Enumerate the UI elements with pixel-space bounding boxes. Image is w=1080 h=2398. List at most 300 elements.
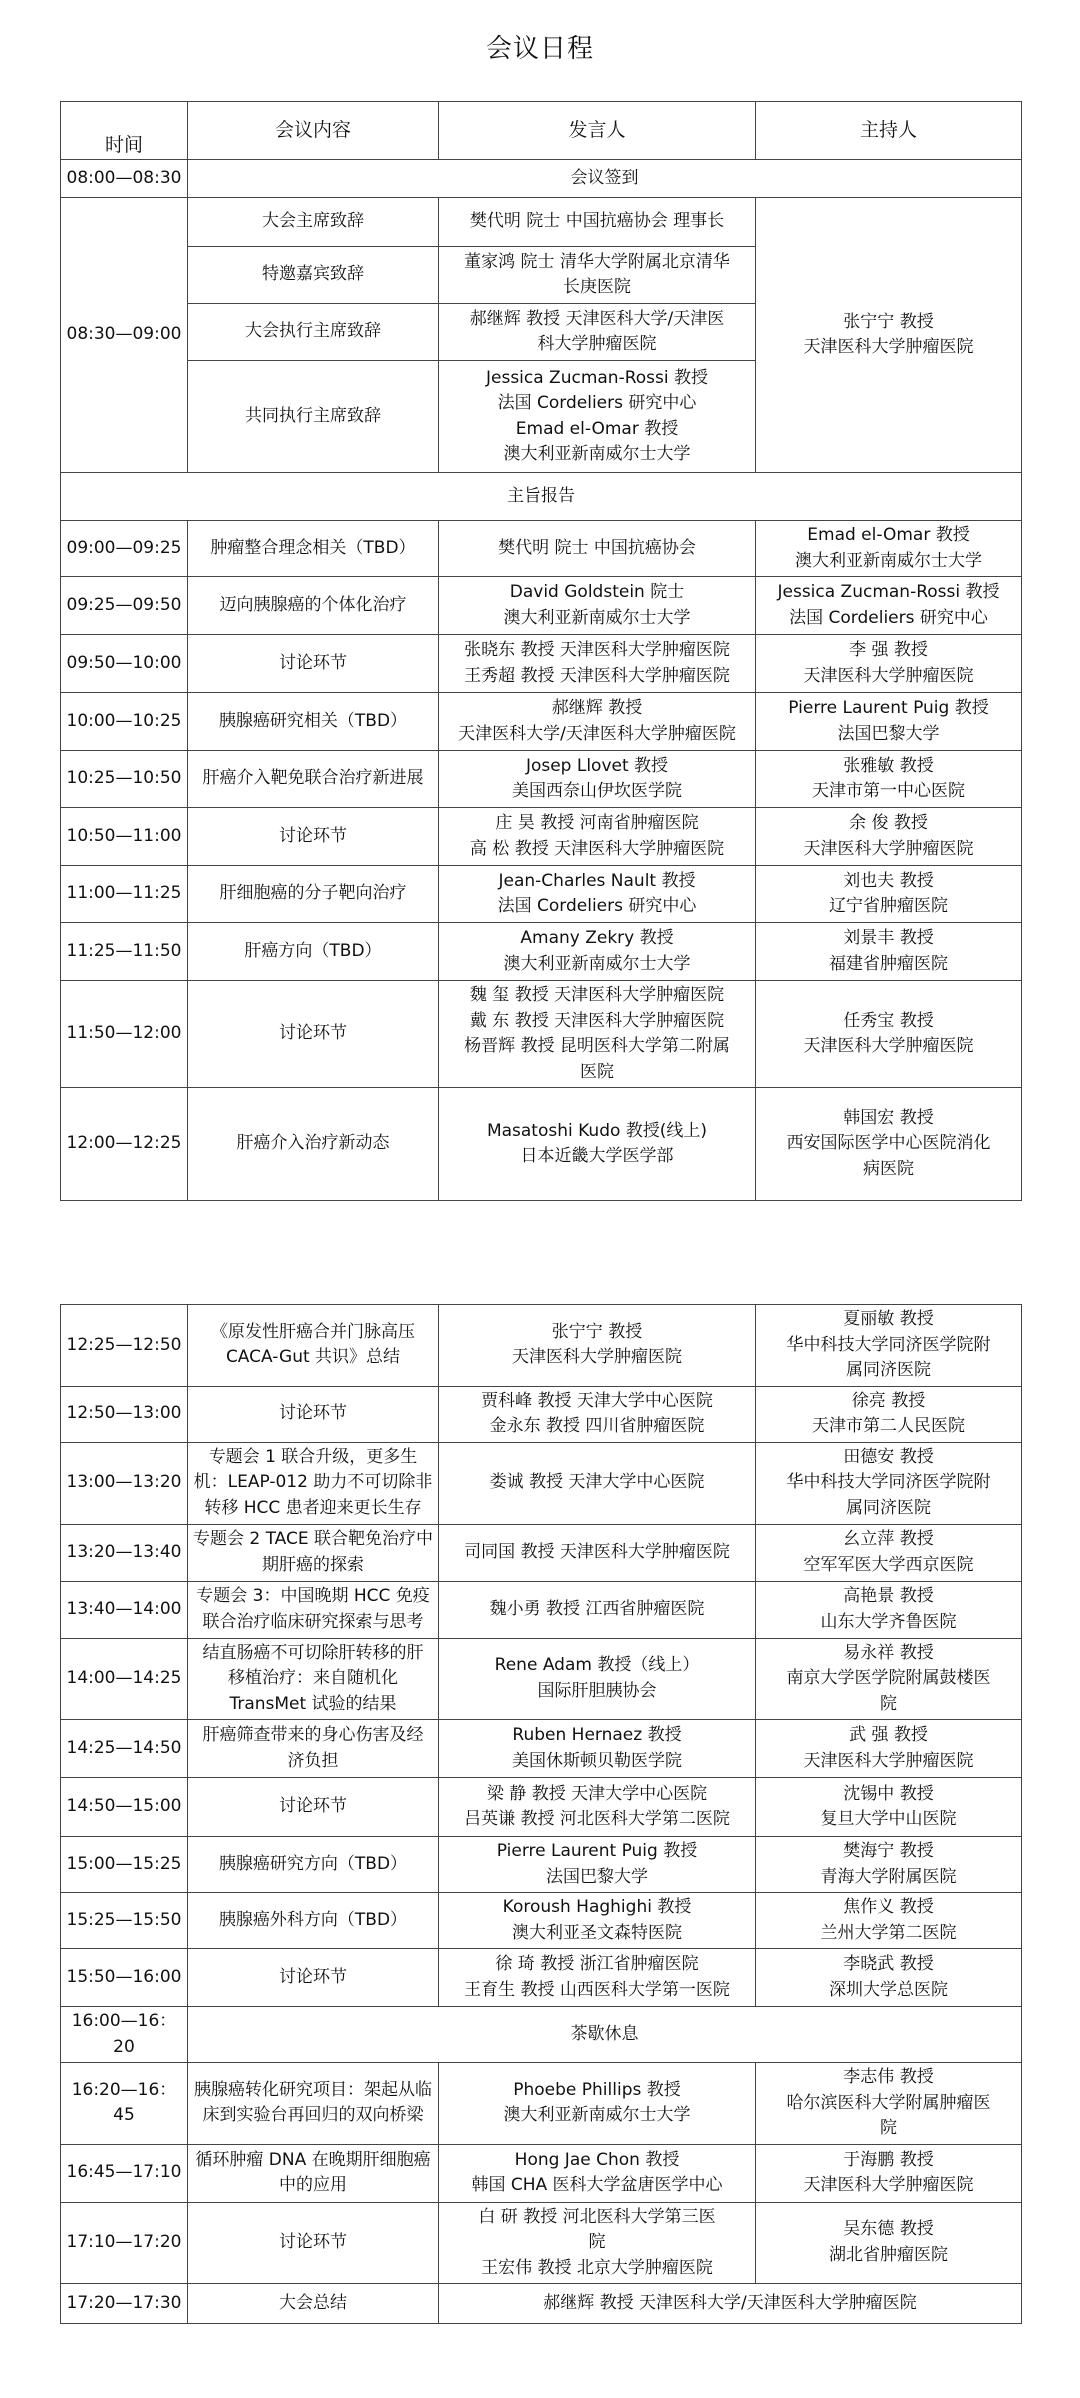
cell-line: 兰州大学第二医院 (820, 1922, 957, 1943)
cell-line: 天津医科大学肿瘤医院 (803, 2175, 974, 2195)
cell-line: Jean-Charles Nault 教授 (498, 870, 696, 891)
cell-line: 空军军医大学西京医院 (803, 1554, 974, 1575)
content-cell (188, 304, 439, 361)
content-cell (188, 1778, 439, 1837)
cell-line: 沈锡中 教授 (843, 1783, 934, 1804)
cell-line: 胰腺癌转化研究项目：架起从临 (194, 2079, 432, 2100)
content-cell (188, 1638, 439, 1720)
schedule-row (61, 751, 1022, 808)
tea-break-cell: 茶歇休息 (188, 2007, 1022, 2063)
cell-line: 澳大利亚新南威尔士大学 (503, 607, 691, 628)
speaker-cell (439, 808, 756, 866)
host-cell (756, 198, 1022, 473)
cell-line: 澳大利亚新南威尔士大学 (503, 444, 691, 464)
cell-line: 专题会 1 联合升级，更多生 (208, 1446, 418, 1467)
host-cell (756, 1778, 1022, 1837)
cell-line: 易永祥 教授 (843, 1642, 934, 1663)
host-cell (756, 1442, 1022, 1524)
cell-line: 郝继辉 教授 (551, 698, 643, 718)
host-cell (756, 1720, 1022, 1778)
time-cell: 16:00—16：20 (61, 2007, 188, 2063)
host-cell (756, 923, 1022, 981)
content-cell (188, 751, 439, 808)
host-cell (756, 751, 1022, 808)
cell-line: 澳大利亚新南威尔士大学 (795, 550, 982, 571)
speaker-cell (439, 751, 756, 808)
cell-line: 澳大利亚新南威尔士大学 (503, 2105, 691, 2126)
host-cell (756, 2144, 1022, 2202)
host-cell (756, 2063, 1022, 2145)
schedule-row (61, 577, 1022, 635)
cell-line: 夏丽敏 教授 (843, 1309, 934, 1329)
content-cell (188, 1442, 439, 1524)
cell-line: 董家鸿 院士 清华大学附属北京清华 (464, 251, 730, 272)
cell-line: 徐 琦 教授 浙江省肿瘤医院 (495, 1954, 699, 1974)
time-cell: 13:40—14:00 (61, 1581, 188, 1638)
cell-line: 樊海宁 教授 (843, 1841, 934, 1861)
cell-line: 天津医科大学肿瘤医院 (803, 1750, 974, 1771)
content-cell (188, 1386, 439, 1442)
cell-line: 杨晋辉 教授 昆明医科大学第二附属 (464, 1036, 730, 1056)
speaker-cell (439, 923, 756, 981)
cell-line: 李晓武 教授 (843, 1954, 934, 1974)
time-cell: 11:00—11:25 (61, 866, 188, 923)
cell-line: 郝继辉 教授 天津医科大学/天津医 (469, 308, 725, 329)
speaker-cell (439, 1778, 756, 1837)
cell-line: 张宁宁 教授 (843, 311, 934, 332)
cell-line: 期肝癌的探索 (262, 1554, 364, 1575)
cell-line: Jessica Zucman-Rossi 教授 (777, 582, 1000, 602)
schedule-row (61, 1524, 1022, 1581)
schedule-row (61, 1442, 1022, 1524)
speaker-cell (439, 1638, 756, 1720)
time-cell: 15:00—15:25 (61, 1837, 188, 1893)
time-cell: 14:50—15:00 (61, 1778, 188, 1837)
speaker-cell (439, 1893, 756, 1949)
time-cell: 15:50—16:00 (61, 1949, 188, 2007)
cell-line: 迈向胰腺癌的个体化治疗 (219, 594, 407, 615)
time-cell: 13:00—13:20 (61, 1442, 188, 1524)
cell-line: 法国 Cordeliers 研究中心 (789, 607, 988, 628)
opening-row (61, 198, 1022, 247)
cell-line: 讨论环节 (279, 825, 347, 846)
content-cell (188, 1949, 439, 2007)
cell-line: 专题会 2 TACE 联合靶免治疗中 (192, 1529, 434, 1549)
cell-line: 王育生 教授 山西医科大学第一医院 (464, 1979, 730, 2000)
speaker-cell (439, 693, 756, 751)
cell-line: 福建省肿瘤医院 (829, 953, 948, 974)
host-cell (756, 1524, 1022, 1581)
schedule-row (61, 1720, 1022, 1778)
cell-line: 结直肠癌不可切除肝转移的肝 (202, 1642, 424, 1663)
cell-line: 讨论环节 (279, 1023, 347, 1044)
cell-line: 张宁宁 教授 (551, 1321, 643, 1342)
speaker-cell (439, 1581, 756, 1638)
cell-line: 《原发性肝癌合并门脉高压 (211, 1321, 415, 1342)
cell-line: Masatoshi Kudo 教授(线上) (486, 1120, 708, 1141)
schedule-row (61, 2144, 1022, 2202)
host-cell (756, 808, 1022, 866)
time-cell: 16:45—17:10 (61, 2144, 188, 2202)
cell-line: 讨论环节 (279, 2232, 347, 2252)
speaker-cell (439, 1442, 756, 1524)
cell-line: 国际肝胆胰协会 (537, 1680, 657, 1701)
cell-line: 梁 静 教授 天津大学中心医院 (486, 1783, 708, 1804)
content-cell (188, 1305, 439, 1387)
cell-line: 院 (880, 1693, 897, 1714)
signin-cell: 会议签到 (188, 160, 1022, 198)
cell-line: 院 (588, 2232, 606, 2252)
cell-line: 法国巴黎大学 (546, 1866, 648, 1887)
time-cell: 08:30—09:00 (61, 198, 188, 473)
host-cell (756, 981, 1022, 1088)
cell-line: 魏 玺 教授 天津医科大学肿瘤医院 (469, 985, 725, 1005)
cell-line: 法国巴黎大学 (837, 723, 940, 744)
cell-line: 院 (880, 2118, 897, 2138)
speaker-cell (439, 361, 756, 473)
schedule-row (61, 521, 1022, 577)
host-cell (756, 1305, 1022, 1387)
cell-line: 金永东 教授 四川省肿瘤医院 (489, 1416, 705, 1436)
content-cell (188, 521, 439, 577)
cell-line: 法国 Cordeliers 研究中心 (497, 896, 697, 916)
schedule-table-part2 (60, 1304, 1022, 2324)
cell-line: Ruben Hernaez 教授 (512, 1725, 682, 1745)
cell-line: 李 强 教授 (849, 640, 928, 660)
cell-line: Phoebe Phillips 教授 (513, 2079, 681, 2100)
speaker-cell (439, 866, 756, 923)
host-cell (756, 635, 1022, 693)
cell-line: 共同执行主席致辞 (245, 405, 381, 426)
speaker-cell (439, 1949, 756, 2007)
cell-line: Amany Zekry 教授 (520, 928, 674, 948)
cell-line: 徐亮 教授 (851, 1390, 926, 1411)
cell-line: 特邀嘉宾致辞 (262, 264, 364, 285)
cell-line: 韩国 CHA 医科大学盆唐医学中心 (471, 2175, 723, 2195)
cell-line: 余 俊 教授 (849, 813, 928, 833)
cell-line: 司同国 教授 天津医科大学肿瘤医院 (464, 1541, 730, 1562)
schedule-row (61, 866, 1022, 923)
content-cell (188, 923, 439, 981)
cell-line: 肝癌介入靶免联合治疗新进展 (202, 768, 424, 789)
time-cell: 15:25—15:50 (61, 1893, 188, 1949)
schedule-row (61, 1305, 1022, 1387)
cell-line: 讨论环节 (279, 1403, 347, 1424)
content-cell (188, 1720, 439, 1778)
cell-line: Emad el-Omar 教授 (515, 418, 679, 439)
time-cell: 11:50—12:00 (61, 981, 188, 1088)
speaker-cell (439, 981, 756, 1088)
host-cell (756, 2202, 1022, 2284)
signin-row (61, 160, 1022, 198)
host-cell (756, 577, 1022, 635)
cell-line: 刘也夫 教授 (843, 870, 934, 891)
cell-line: 魏小勇 教授 江西省肿瘤医院 (489, 1598, 705, 1619)
speaker-cell (439, 635, 756, 693)
time-cell: 11:25—11:50 (61, 923, 188, 981)
cell-line: 美国西奈山伊坎医学院 (512, 781, 682, 801)
speaker-cell (439, 1305, 756, 1387)
content-cell (188, 866, 439, 923)
time-cell: 08:00—08:30 (61, 160, 188, 198)
time-cell: 12:50—13:00 (61, 1386, 188, 1442)
content-cell (188, 981, 439, 1088)
cell-line: 济负担 (287, 1750, 339, 1771)
speaker-cell (439, 1386, 756, 1442)
time-cell: 14:25—14:50 (61, 1720, 188, 1778)
cell-line: Jessica Zucman-Rossi 教授 (485, 367, 709, 388)
host-cell (756, 1949, 1022, 2007)
schedule-row (61, 808, 1022, 866)
cell-line: 肝癌介入治疗新动态 (236, 1133, 390, 1154)
closing-row (61, 2284, 1022, 2324)
content-cell (188, 577, 439, 635)
header-speaker: 发言人 (439, 102, 756, 160)
schedule-row (61, 1949, 1022, 2007)
schedule-row (61, 923, 1022, 981)
speaker-cell (439, 2202, 756, 2284)
cell-line: 医院 (580, 1061, 614, 1082)
speaker-cell (439, 521, 756, 577)
content-cell (188, 2063, 439, 2145)
cell-line: 讨论环节 (279, 1796, 347, 1817)
cell-line: 天津市第二人民医院 (812, 1416, 965, 1436)
content-cell (188, 2202, 439, 2284)
cell-line: 武 强 教授 (849, 1725, 928, 1745)
cell-line: 肝细胞癌的分子靶向治疗 (219, 883, 407, 904)
schedule-row (61, 2202, 1022, 2284)
cell-line: 天津医科大学肿瘤医院 (803, 838, 974, 859)
content-cell: 大会总结 (188, 2284, 439, 2324)
host-cell (756, 1638, 1022, 1720)
speaker-cell (439, 304, 756, 361)
content-cell (188, 247, 439, 304)
cell-line: 科大学肿瘤医院 (537, 334, 657, 354)
cell-line: 高艳景 教授 (843, 1586, 934, 1606)
schedule-row (61, 981, 1022, 1088)
cell-line: 湖北省肿瘤医院 (829, 2244, 948, 2265)
cell-line: 哈尔滨医科大学附属肿瘤医 (786, 2092, 991, 2113)
cell-line: 天津医科大学/天津医科大学肿瘤医院 (458, 723, 736, 744)
cell-line: 刘景丰 教授 (843, 928, 934, 948)
schedule-row (61, 1088, 1022, 1201)
cell-line: 天津医科大学肿瘤医院 (803, 665, 974, 686)
host-cell (756, 1386, 1022, 1442)
schedule-table-part1 (60, 101, 1022, 1201)
cell-line: 庄 昊 教授 河南省肿瘤医院 (495, 813, 699, 833)
time-cell: 17:10—17:20 (61, 2202, 188, 2284)
cell-line: 澳大利亚圣文森特医院 (512, 1922, 682, 1943)
content-cell (188, 693, 439, 751)
cell-line: 胰腺癌外科方向（TBD） (218, 1909, 408, 1930)
cell-line: 西安国际医学中心医院消化 (786, 1133, 991, 1154)
speaker-cell (439, 1720, 756, 1778)
keynote-header: 主旨报告 (61, 473, 1022, 521)
content-cell (188, 1893, 439, 1949)
cell-line: 华中科技大学同济医学院附 (786, 1472, 991, 1493)
keynote-header-row (61, 473, 1022, 521)
speaker-cell (439, 2063, 756, 2145)
cell-line: 肝癌方向（TBD） (244, 940, 382, 961)
cell-line: 长庚医院 (563, 277, 631, 297)
cell-line: TransMet 试验的结果 (229, 1693, 397, 1714)
cell-line: 专题会 3：中国晚期 HCC 免疫 (196, 1586, 430, 1606)
time-cell: 17:20—17:30 (61, 2284, 188, 2324)
cell-line: 焦作义 教授 (843, 1897, 934, 1917)
schedule-row (61, 2063, 1022, 2145)
speaker-cell: 郝继辉 教授 天津医科大学/天津医科大学肿瘤医院 (439, 2284, 1022, 2324)
cell-line: 山东大学齐鲁医院 (820, 1611, 957, 1632)
content-cell (188, 635, 439, 693)
schedule-row (61, 1778, 1022, 1837)
cell-line: 病医院 (863, 1158, 914, 1179)
cell-line: 美国休斯顿贝勒医学院 (512, 1750, 682, 1771)
cell-line: 天津市第一中心医院 (812, 781, 965, 801)
speaker-cell (439, 577, 756, 635)
cell-line: 吴东德 教授 (843, 2219, 934, 2240)
schedule-row (61, 1386, 1022, 1442)
host-cell (756, 693, 1022, 751)
cell-line: 肝癌筛查带来的身心伤害及经 (202, 1725, 424, 1745)
cell-line: 法国 Cordeliers 研究中心 (497, 393, 697, 413)
cell-line: 天津医科大学肿瘤医院 (803, 1036, 974, 1056)
time-cell: 10:00—10:25 (61, 693, 188, 751)
cell-line: 属同济医院 (846, 1497, 931, 1518)
cell-line: 讨论环节 (279, 652, 347, 673)
cell-line: 青海大学附属医院 (820, 1866, 957, 1887)
cell-line: Rene Adam 教授（线上） (494, 1655, 700, 1676)
cell-line: 于海鹏 教授 (843, 2149, 934, 2170)
cell-line: 任秀宝 教授 (843, 1010, 934, 1031)
cell-line: 天津医科大学肿瘤医院 (512, 1347, 682, 1368)
time-cell: 16:20—16：45 (61, 2063, 188, 2145)
host-cell (756, 1581, 1022, 1638)
cell-line: 胰腺癌研究方向（TBD） (218, 1853, 408, 1874)
time-cell: 10:25—10:50 (61, 751, 188, 808)
schedule-row (61, 1581, 1022, 1638)
content-cell (188, 198, 439, 247)
cell-line: 联合治疗临床研究探索与思考 (202, 1611, 424, 1632)
cell-line: 李志伟 教授 (843, 2067, 934, 2087)
cell-line: 樊代明 院士 中国抗癌协会 (498, 537, 696, 558)
cell-line: 循环肿瘤 DNA 在晚期肝细胞癌 (195, 2149, 431, 2170)
time-cell: 12:00—12:25 (61, 1088, 188, 1201)
cell-line: 高 松 教授 天津医科大学肿瘤医院 (469, 838, 725, 859)
speaker-cell (439, 2144, 756, 2202)
content-cell (188, 1524, 439, 1581)
cell-line: 胰腺癌研究相关（TBD） (218, 710, 408, 731)
cell-line: 辽宁省肿瘤医院 (829, 896, 948, 916)
speaker-cell (439, 1837, 756, 1893)
cell-line: 大会主席致辞 (262, 211, 364, 232)
host-cell (756, 866, 1022, 923)
cell-line: David Goldstein 院士 (509, 582, 685, 602)
time-cell: 12:25—12:50 (61, 1305, 188, 1387)
cell-line: Hong Jae Chon 教授 (514, 2149, 680, 2170)
content-cell (188, 2144, 439, 2202)
cell-line: 属同济医院 (846, 1360, 931, 1380)
cell-line: 移植治疗：来自随机化 (228, 1668, 398, 1688)
host-cell (756, 1088, 1022, 1201)
cell-line: Emad el-Omar 教授 (807, 525, 970, 545)
cell-line: 白 研 教授 河北医科大学第三医 (478, 2206, 716, 2227)
header-host: 主持人 (756, 102, 1022, 160)
cell-line: 娄诚 教授 天津大学中心医院 (489, 1472, 705, 1493)
cell-line: Pierre Laurent Puig 教授 (496, 1841, 698, 1861)
cell-line: CACA-Gut 共识》总结 (225, 1347, 401, 1368)
speaker-cell (439, 198, 756, 247)
speaker-cell (439, 1088, 756, 1201)
cell-line: 讨论环节 (279, 1966, 347, 1987)
time-cell: 09:50—10:00 (61, 635, 188, 693)
content-cell (188, 1088, 439, 1201)
cell-line: 贾科峰 教授 天津大学中心医院 (481, 1390, 713, 1411)
tea-break-row (61, 2007, 1022, 2063)
cell-line: Josep Llovet 教授 (525, 755, 669, 776)
content-cell (188, 808, 439, 866)
content-cell (188, 1837, 439, 1893)
content-cell (188, 1581, 439, 1638)
time-cell: 10:50—11:00 (61, 808, 188, 866)
cell-line: 中的应用 (279, 2175, 347, 2195)
cell-line: 幺立萍 教授 (843, 1529, 934, 1549)
time-cell: 09:00—09:25 (61, 521, 188, 577)
cell-line: 樊代明 院士 中国抗癌协会 理事长 (469, 211, 725, 232)
page-title: 会议日程 (485, 34, 594, 64)
cell-line: 华中科技大学同济医学院附 (786, 1334, 991, 1355)
cell-line: 肿瘤整合理念相关（TBD） (210, 537, 416, 558)
schedule-row (61, 693, 1022, 751)
schedule-row (61, 1638, 1022, 1720)
cell-line: 日本近畿大学医学部 (520, 1146, 674, 1166)
cell-line: Pierre Laurent Puig 教授 (788, 698, 989, 718)
cell-line: 澳大利亚新南威尔士大学 (503, 953, 691, 974)
cell-line: Koroush Haghighi 教授 (502, 1897, 692, 1917)
host-cell (756, 1893, 1022, 1949)
header-row (61, 102, 1022, 160)
time-cell: 13:20—13:40 (61, 1524, 188, 1581)
cell-line: 王宏伟 教授 北京大学肿瘤医院 (481, 2257, 713, 2278)
host-cell (756, 1837, 1022, 1893)
cell-line: 王秀超 教授 天津医科大学肿瘤医院 (464, 665, 730, 686)
cell-line: 戴 东 教授 天津医科大学肿瘤医院 (469, 1010, 725, 1031)
speaker-cell (439, 1524, 756, 1581)
header-content: 会议内容 (188, 102, 439, 160)
cell-line: 转移 HCC 患者迎来更长生存 (204, 1497, 422, 1518)
time-cell: 09:25—09:50 (61, 577, 188, 635)
cell-line: 机：LEAP-012 助力不可切除非 (193, 1472, 433, 1493)
schedule-row (61, 635, 1022, 693)
cell-line: 吕英谦 教授 河北医科大学第二医院 (464, 1809, 730, 1829)
header-time: 时间 (61, 102, 188, 160)
schedule-row (61, 1893, 1022, 1949)
cell-line: 南京大学医学院附属鼓楼医 (786, 1668, 991, 1688)
cell-line: 复旦大学中山医院 (820, 1809, 957, 1829)
cell-line: 韩国宏 教授 (843, 1107, 934, 1128)
time-cell: 14:00—14:25 (61, 1638, 188, 1720)
content-cell (188, 361, 439, 473)
cell-line: 田德安 教授 (843, 1446, 934, 1467)
cell-line: 张雅敏 教授 (843, 755, 934, 776)
speaker-cell (439, 247, 756, 304)
cell-line: 大会执行主席致辞 (245, 321, 381, 342)
cell-line: 天津医科大学肿瘤医院 (803, 337, 974, 357)
schedule-row (61, 1837, 1022, 1893)
cell-line: 床到实验台再回归的双向桥梁 (202, 2105, 424, 2126)
host-cell (756, 521, 1022, 577)
cell-line: 张晓东 教授 天津医科大学肿瘤医院 (464, 640, 730, 660)
cell-line: 深圳大学总医院 (829, 1979, 948, 2000)
